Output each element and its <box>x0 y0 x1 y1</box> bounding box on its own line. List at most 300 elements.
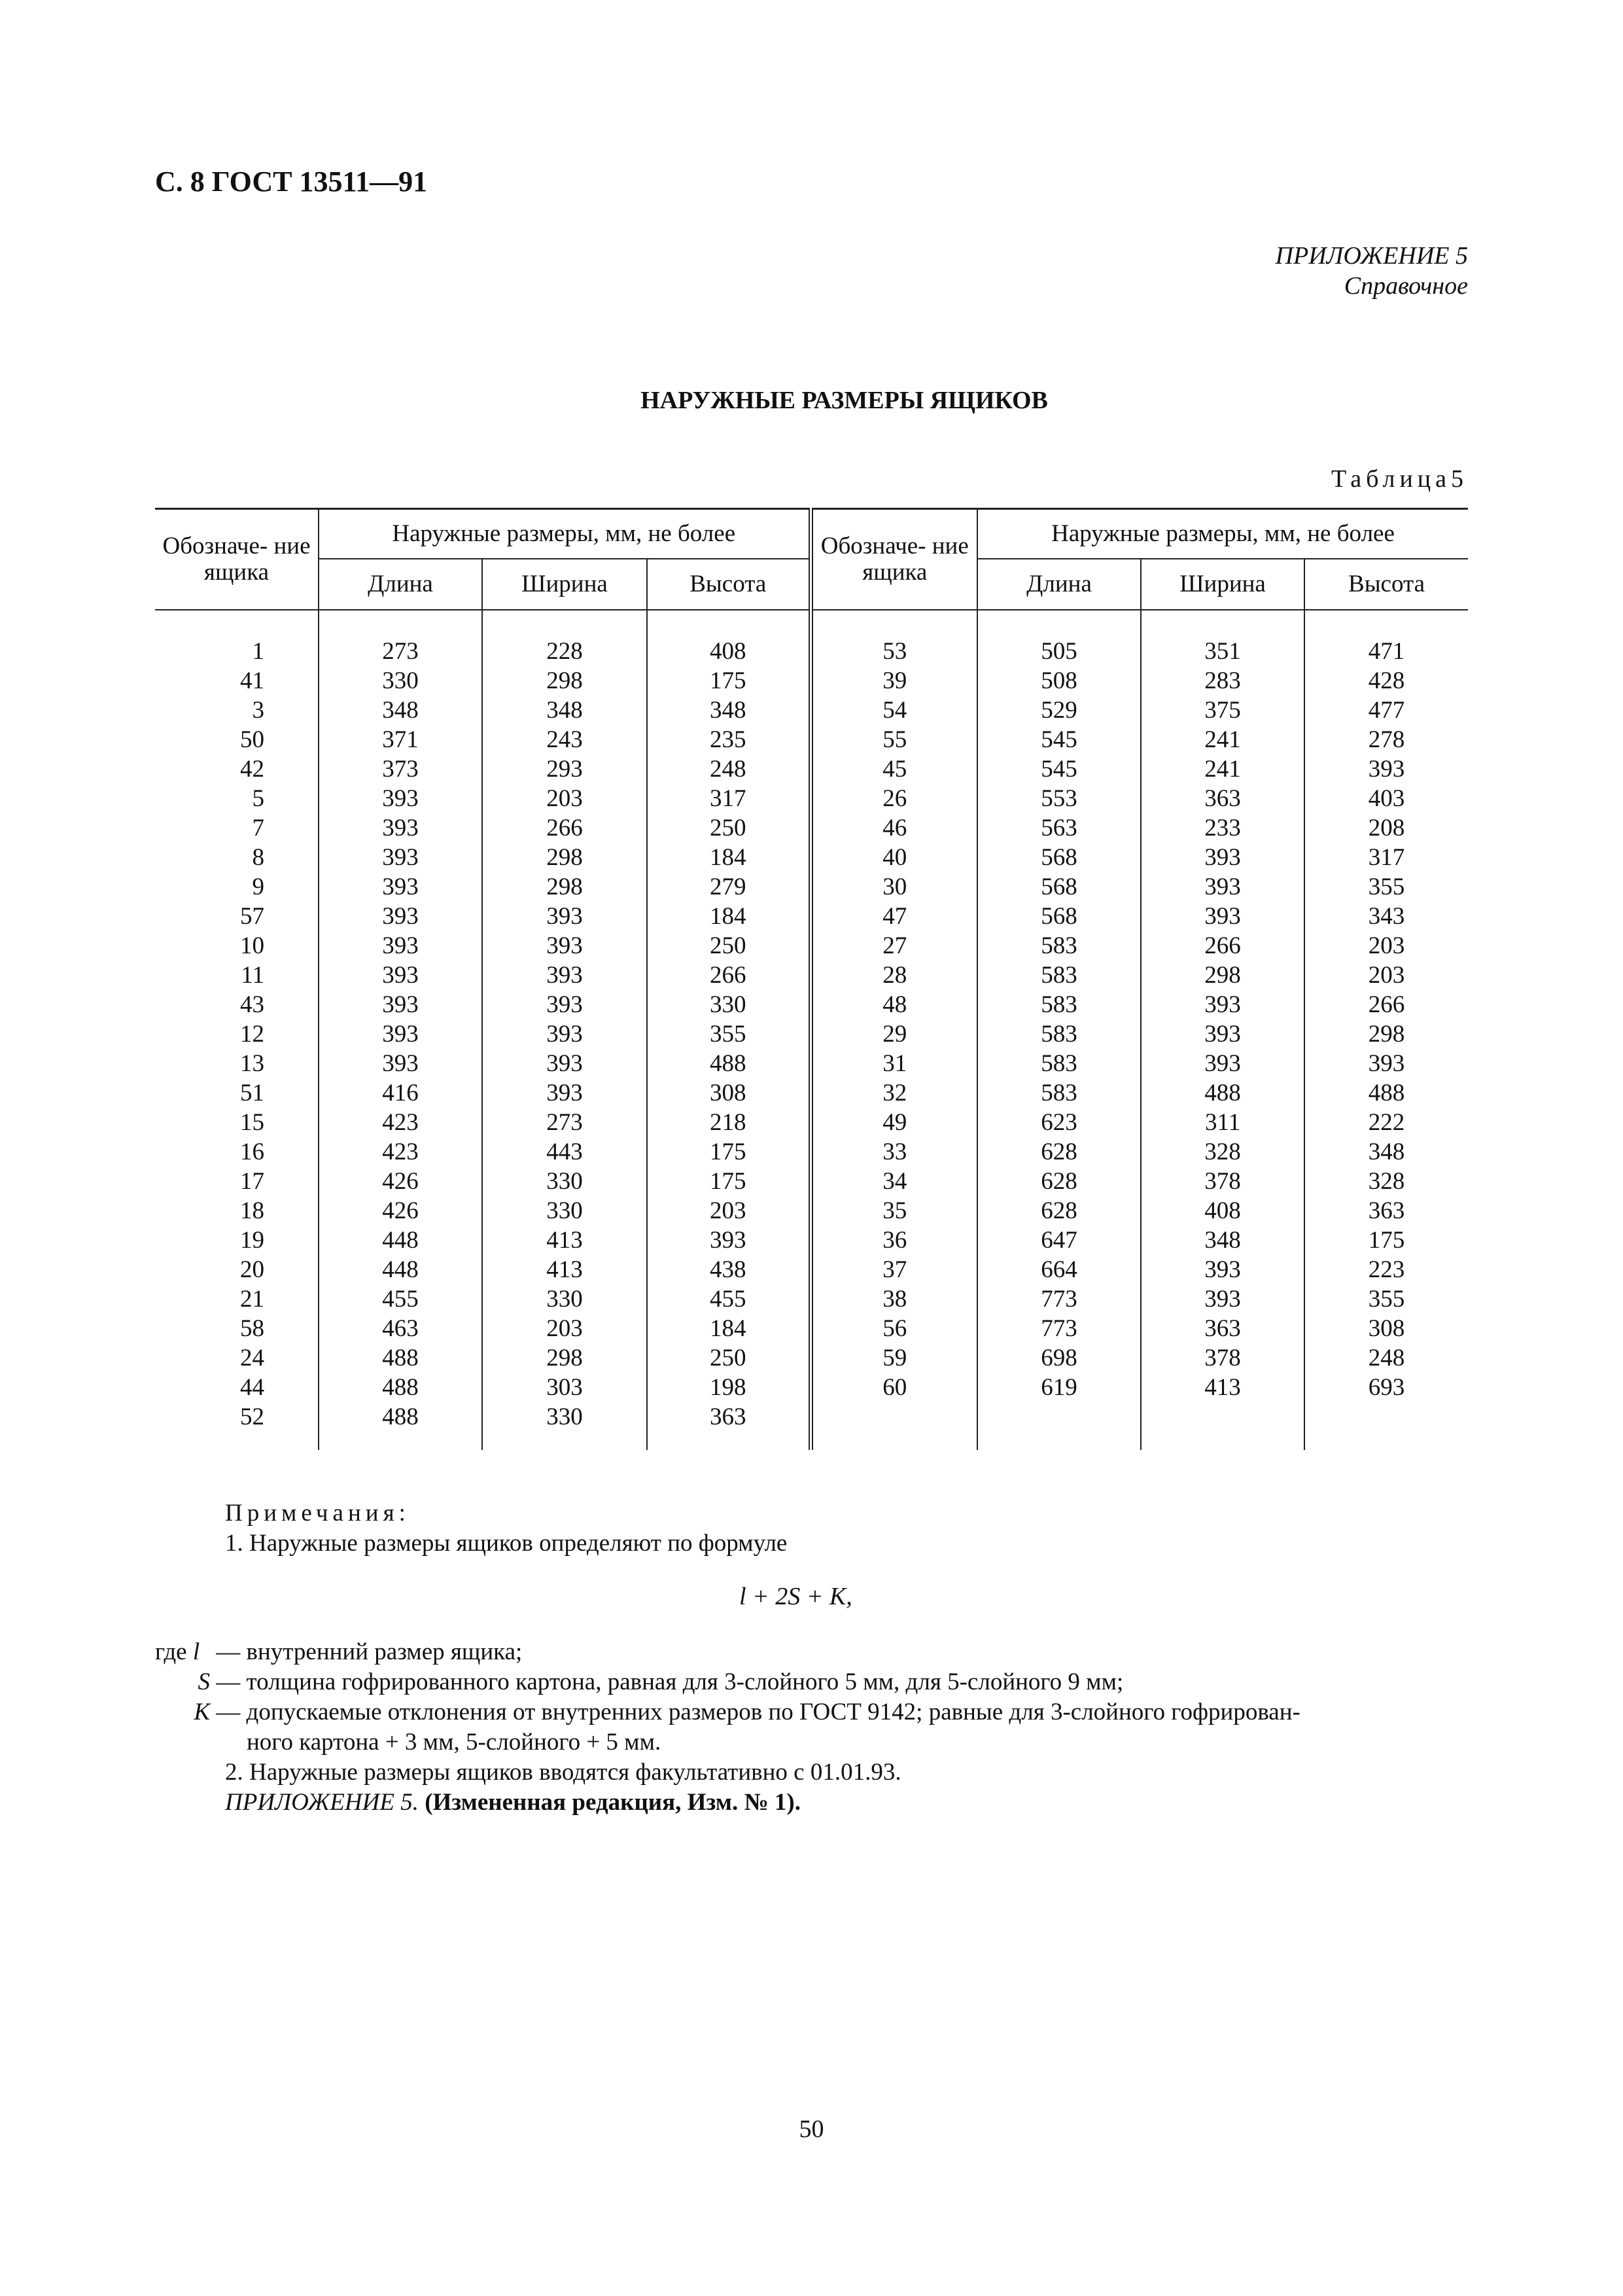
bottom-cell <box>155 1432 319 1450</box>
cell-right-designation: 34 <box>811 1167 977 1196</box>
cell-left-designation: 11 <box>241 962 264 989</box>
cell-left-height: 184 <box>647 902 811 931</box>
cell-right-designation: 30 <box>811 872 977 902</box>
cell-left-height: 330 <box>647 990 811 1019</box>
cell-left-width: 393 <box>482 1019 647 1049</box>
table-row <box>155 990 1468 1019</box>
table-row <box>155 754 1468 784</box>
cell-right-width: 393 <box>1141 872 1304 902</box>
spacer-cell <box>1141 610 1304 637</box>
cell-left-designation: 43 <box>240 991 264 1018</box>
cell-left-width: 413 <box>482 1226 647 1255</box>
cell-right-width: 413 <box>1141 1373 1304 1402</box>
cell-right-height: 208 <box>1304 813 1468 843</box>
cell-right-length: 628 <box>977 1137 1141 1167</box>
cell-right-designation: 59 <box>811 1343 977 1373</box>
cell-left-height: 184 <box>647 843 811 872</box>
def-k: — допускаемые отклонения от внутренних размеров по ГОСТ 9142; равные для 3-слойного гофрирован- <box>216 1699 1300 1725</box>
cell-right-designation: 38 <box>811 1284 977 1314</box>
table-row <box>155 1284 1468 1314</box>
cell-left-length: 393 <box>319 843 482 872</box>
cell-left-designation: 20 <box>240 1256 264 1283</box>
cell-right-designation: 33 <box>811 1137 977 1167</box>
cell-right-width: 241 <box>1141 725 1304 754</box>
bottom-cell <box>811 1432 977 1450</box>
cell-left-designation: 58 <box>240 1315 264 1342</box>
cell-right-height: 393 <box>1304 1049 1468 1078</box>
page-title: НАРУЖНЫЕ РАЗМЕРЫ ЯЩИКОВ <box>640 387 1048 414</box>
cell-left-width: 348 <box>482 696 647 725</box>
table-bottom-row <box>155 1432 1468 1450</box>
cell-left-length: 488 <box>319 1373 482 1402</box>
spacer-cell <box>155 610 319 637</box>
cell-left-designation: 8 <box>252 844 264 871</box>
cell-right-length: 545 <box>977 754 1141 784</box>
cell-left-height: 184 <box>647 1314 811 1343</box>
cell-right-height: 477 <box>1304 696 1468 725</box>
cell-left-length: 393 <box>319 1019 482 1049</box>
appendix-type: Справочное <box>1344 272 1468 300</box>
cell-right-designation: 60 <box>811 1373 977 1402</box>
cell-right-length: 583 <box>977 1049 1141 1078</box>
cell-right-width: 298 <box>1141 961 1304 990</box>
table-row <box>155 637 1468 666</box>
cell-left-width: 298 <box>482 1343 647 1373</box>
cell-left-length: 273 <box>319 637 482 666</box>
table-row <box>155 784 1468 813</box>
cell-left-length: 371 <box>319 725 482 754</box>
cell-right-length: 664 <box>977 1255 1141 1284</box>
cell-left-height: 348 <box>647 696 811 725</box>
page-number: 50 <box>799 2115 824 2143</box>
cell-right-length: 619 <box>977 1373 1141 1402</box>
cell-right-height: 393 <box>1304 754 1468 784</box>
cell-left-length: 448 <box>319 1226 482 1255</box>
cell-right-designation: 53 <box>811 637 977 666</box>
cell-left-height: 250 <box>647 931 811 961</box>
cell-left-height: 250 <box>647 813 811 843</box>
cell-left-width: 203 <box>482 1314 647 1343</box>
cell-right-height: 693 <box>1304 1373 1468 1402</box>
cell-left-designation: 13 <box>240 1050 264 1077</box>
cell-right-height: 203 <box>1304 931 1468 961</box>
cell-right-designation: 47 <box>811 902 977 931</box>
cell-right-length <box>977 1402 1141 1432</box>
definition-k-continued: ного картона + 3 мм, 5-слойного + 5 мм. <box>247 1729 661 1756</box>
cell-right-height: 355 <box>1304 1284 1468 1314</box>
spacer-cell <box>1304 610 1468 637</box>
cell-left-designation: 44 <box>240 1374 264 1401</box>
cell-right-length: 568 <box>977 843 1141 872</box>
cell-right-width <box>1141 1402 1304 1432</box>
cell-left-length: 393 <box>319 872 482 902</box>
cell-left-width: 393 <box>482 961 647 990</box>
header-length-left: Длина <box>319 559 482 610</box>
cell-left-height: 355 <box>647 1019 811 1049</box>
amendment-note <box>225 1788 801 1818</box>
cell-left-designation: 19 <box>240 1227 264 1254</box>
cell-right-height <box>1304 1402 1468 1432</box>
var-l: l <box>192 1638 200 1665</box>
cell-left-width: 393 <box>482 902 647 931</box>
cell-left-designation: 7 <box>252 815 264 841</box>
bottom-cell <box>1304 1432 1468 1450</box>
cell-left-height: 279 <box>647 872 811 902</box>
cell-left-height: 408 <box>647 637 811 666</box>
cell-right-width: 348 <box>1141 1226 1304 1255</box>
document-code: С. 8 ГОСТ 13511—91 <box>155 166 428 198</box>
cell-left-designation: 24 <box>240 1345 264 1371</box>
cell-left-designation: 18 <box>240 1197 264 1224</box>
cell-right-designation: 45 <box>811 754 977 784</box>
cell-left-designation: 50 <box>240 726 264 753</box>
table-row <box>155 1255 1468 1284</box>
appendix-label: ПРИЛОЖЕНИЕ 5 <box>1275 242 1468 270</box>
cell-right-width: 393 <box>1141 1019 1304 1049</box>
cell-left-width: 298 <box>482 872 647 902</box>
cell-right-height: 278 <box>1304 725 1468 754</box>
cell-right-width: 408 <box>1141 1196 1304 1226</box>
cell-left-length: 393 <box>319 961 482 990</box>
table-row <box>155 1226 1468 1255</box>
cell-right-length: 508 <box>977 666 1141 696</box>
cell-right-length: 529 <box>977 696 1141 725</box>
cell-right-designation <box>811 1402 977 1432</box>
cell-left-width: 413 <box>482 1255 647 1284</box>
cell-left-width: 266 <box>482 813 647 843</box>
cell-right-length: 773 <box>977 1284 1141 1314</box>
table-row <box>155 813 1468 843</box>
table-row <box>155 1373 1468 1402</box>
cell-right-length: 773 <box>977 1314 1141 1343</box>
cell-right-designation: 26 <box>811 784 977 813</box>
cell-right-designation: 46 <box>811 813 977 843</box>
cell-left-height: 317 <box>647 784 811 813</box>
definition-k <box>155 1697 1300 1727</box>
table-row <box>155 666 1468 696</box>
cell-right-designation: 31 <box>811 1049 977 1078</box>
cell-left-length: 330 <box>319 666 482 696</box>
var-s: S <box>198 1669 210 1695</box>
cell-left-length: 393 <box>319 902 482 931</box>
header-group-left: Наружные размеры, мм, не более <box>319 509 811 559</box>
cell-left-length: 393 <box>319 813 482 843</box>
cell-left-width: 393 <box>482 990 647 1019</box>
cell-right-width: 233 <box>1141 813 1304 843</box>
amendment-ref: ПРИЛОЖЕНИЕ 5. <box>225 1789 419 1816</box>
cell-right-length: 698 <box>977 1343 1141 1373</box>
cell-left-height: 266 <box>647 961 811 990</box>
cell-left-designation: 12 <box>240 1021 264 1048</box>
spacer-cell <box>482 610 647 637</box>
cell-right-height: 308 <box>1304 1314 1468 1343</box>
table-row <box>155 696 1468 725</box>
cell-right-designation: 54 <box>811 696 977 725</box>
cell-left-designation: 41 <box>240 667 264 694</box>
cell-right-height: 471 <box>1304 637 1468 666</box>
table-row <box>155 1108 1468 1137</box>
cell-left-length: 426 <box>319 1196 482 1226</box>
cell-right-width: 393 <box>1141 1255 1304 1284</box>
cell-left-designation: 1 <box>252 638 264 665</box>
spacer-cell <box>811 610 977 637</box>
cell-left-height: 235 <box>647 725 811 754</box>
header-width-left: Ширина <box>482 559 647 610</box>
cell-left-width: 298 <box>482 666 647 696</box>
spacer-cell <box>319 610 482 637</box>
bottom-cell <box>977 1432 1141 1450</box>
cell-right-designation: 28 <box>811 961 977 990</box>
cell-right-width: 363 <box>1141 784 1304 813</box>
cell-right-designation: 29 <box>811 1019 977 1049</box>
cell-right-width: 393 <box>1141 902 1304 931</box>
cell-left-height: 175 <box>647 1167 811 1196</box>
cell-right-designation: 35 <box>811 1196 977 1226</box>
cell-right-designation: 40 <box>811 843 977 872</box>
cell-left-width: 243 <box>482 725 647 754</box>
cell-left-height: 308 <box>647 1078 811 1108</box>
cell-right-length: 563 <box>977 813 1141 843</box>
cell-right-width: 378 <box>1141 1167 1304 1196</box>
cell-right-height: 328 <box>1304 1167 1468 1196</box>
cell-right-length: 583 <box>977 931 1141 961</box>
spacer-cell <box>647 610 811 637</box>
cell-right-designation: 48 <box>811 990 977 1019</box>
cell-left-designation: 42 <box>240 756 264 783</box>
cell-left-designation: 3 <box>252 697 264 724</box>
cell-right-length: 583 <box>977 1078 1141 1108</box>
cell-left-length: 488 <box>319 1343 482 1373</box>
table-row <box>155 872 1468 902</box>
cell-right-designation: 36 <box>811 1226 977 1255</box>
cell-right-height: 488 <box>1304 1078 1468 1108</box>
cell-right-width: 375 <box>1141 696 1304 725</box>
cell-right-width: 283 <box>1141 666 1304 696</box>
header-height-right: Высота <box>1304 559 1468 610</box>
cell-left-width: 293 <box>482 754 647 784</box>
table-row <box>155 961 1468 990</box>
table-row <box>155 1196 1468 1226</box>
cell-left-length: 463 <box>319 1314 482 1343</box>
cell-right-height: 428 <box>1304 666 1468 696</box>
table-row <box>155 1019 1468 1049</box>
cell-left-length: 455 <box>319 1284 482 1314</box>
cell-left-width: 330 <box>482 1196 647 1226</box>
cell-left-designation: 10 <box>240 932 264 959</box>
cell-right-width: 393 <box>1141 1284 1304 1314</box>
cell-left-width: 273 <box>482 1108 647 1137</box>
appendix-block <box>1230 241 1468 301</box>
cell-right-width: 488 <box>1141 1078 1304 1108</box>
cell-right-designation: 49 <box>811 1108 977 1137</box>
cell-right-width: 328 <box>1141 1137 1304 1167</box>
formula-text: l + 2S + K, <box>739 1583 852 1610</box>
cell-right-length: 583 <box>977 961 1141 990</box>
def-l: — внутренний размер ящика; <box>216 1638 523 1665</box>
table-row <box>155 1078 1468 1108</box>
cell-left-width: 203 <box>482 784 647 813</box>
table-spacer-row <box>155 610 1468 637</box>
cell-right-width: 351 <box>1141 637 1304 666</box>
cell-left-width: 330 <box>482 1284 647 1314</box>
cell-left-height: 488 <box>647 1049 811 1078</box>
cell-right-height: 298 <box>1304 1019 1468 1049</box>
table-row <box>155 1343 1468 1373</box>
cell-left-length: 488 <box>319 1402 482 1432</box>
cell-right-length: 647 <box>977 1226 1141 1255</box>
cell-left-designation: 17 <box>240 1168 264 1195</box>
cell-right-height: 203 <box>1304 961 1468 990</box>
table-row <box>155 725 1468 754</box>
header-width-right: Ширина <box>1141 559 1304 610</box>
cell-left-designation: 5 <box>252 785 264 812</box>
cell-right-length: 583 <box>977 990 1141 1019</box>
cell-left-length: 448 <box>319 1255 482 1284</box>
bottom-cell <box>482 1432 647 1450</box>
header-height-left: Высота <box>647 559 811 610</box>
header-length-right: Длина <box>977 559 1141 610</box>
table-body <box>155 610 1468 1450</box>
header-designation-right: Обозначе- ние ящика <box>811 509 977 610</box>
cell-right-length: 568 <box>977 872 1141 902</box>
cell-right-length: 628 <box>977 1167 1141 1196</box>
cell-left-length: 348 <box>319 696 482 725</box>
table-row <box>155 843 1468 872</box>
table-row <box>155 1402 1468 1432</box>
cell-right-width: 266 <box>1141 931 1304 961</box>
cell-left-width: 393 <box>482 1049 647 1078</box>
cell-right-height: 223 <box>1304 1255 1468 1284</box>
cell-right-width: 393 <box>1141 843 1304 872</box>
cell-right-length: 545 <box>977 725 1141 754</box>
cell-left-length: 393 <box>319 990 482 1019</box>
cell-right-length: 553 <box>977 784 1141 813</box>
cell-left-height: 438 <box>647 1255 811 1284</box>
cell-right-width: 393 <box>1141 1049 1304 1078</box>
cell-right-width: 241 <box>1141 754 1304 784</box>
cell-left-height: 250 <box>647 1343 811 1373</box>
cell-right-height: 222 <box>1304 1108 1468 1137</box>
formula <box>739 1582 852 1611</box>
cell-left-height: 393 <box>647 1226 811 1255</box>
cell-right-length: 568 <box>977 902 1141 931</box>
dimensions-table <box>155 508 1468 1450</box>
cell-left-designation: 9 <box>252 874 264 900</box>
notes-title: Примечания: <box>225 1500 410 1527</box>
cell-left-designation: 16 <box>240 1139 264 1165</box>
cell-left-width: 330 <box>482 1402 647 1432</box>
cell-right-length: 628 <box>977 1196 1141 1226</box>
definition-s <box>155 1667 1123 1697</box>
cell-right-width: 363 <box>1141 1314 1304 1343</box>
table-row <box>155 902 1468 931</box>
definition-l <box>155 1637 522 1667</box>
cell-left-length: 426 <box>319 1167 482 1196</box>
cell-right-width: 378 <box>1141 1343 1304 1373</box>
cell-right-height: 266 <box>1304 990 1468 1019</box>
bottom-cell <box>1141 1432 1304 1450</box>
table-row <box>155 931 1468 961</box>
note-1: 1. Наружные размеры ящиков определяют по формуле <box>225 1530 788 1557</box>
cell-left-length: 393 <box>319 931 482 961</box>
table-row <box>155 1167 1468 1196</box>
cell-left-length: 373 <box>319 754 482 784</box>
note-2: 2. Наружные размеры ящиков вводятся факультативно с 01.01.93. <box>225 1759 901 1786</box>
cell-left-height: 175 <box>647 666 811 696</box>
cell-right-designation: 39 <box>811 666 977 696</box>
cell-left-length: 423 <box>319 1137 482 1167</box>
cell-left-designation: 57 <box>240 903 264 930</box>
cell-left-width: 303 <box>482 1373 647 1402</box>
cell-right-height: 348 <box>1304 1137 1468 1167</box>
cell-right-designation: 32 <box>811 1078 977 1108</box>
cell-right-designation: 56 <box>811 1314 977 1343</box>
cell-left-length: 423 <box>319 1108 482 1137</box>
cell-right-width: 311 <box>1141 1108 1304 1137</box>
cell-right-height: 403 <box>1304 784 1468 813</box>
cell-right-designation: 37 <box>811 1255 977 1284</box>
amendment-text: (Измененная редакция, Изм. № 1). <box>425 1789 801 1816</box>
cell-right-designation: 27 <box>811 931 977 961</box>
cell-right-designation: 55 <box>811 725 977 754</box>
cell-left-height: 198 <box>647 1373 811 1402</box>
cell-right-height: 248 <box>1304 1343 1468 1373</box>
cell-left-width: 330 <box>482 1167 647 1196</box>
cell-right-width: 393 <box>1141 990 1304 1019</box>
cell-left-height: 455 <box>647 1284 811 1314</box>
cell-left-length: 416 <box>319 1078 482 1108</box>
cell-right-height: 343 <box>1304 902 1468 931</box>
bottom-cell <box>319 1432 482 1450</box>
cell-left-height: 363 <box>647 1402 811 1432</box>
cell-left-designation: 52 <box>240 1404 264 1430</box>
cell-right-height: 355 <box>1304 872 1468 902</box>
cell-left-designation: 15 <box>240 1109 264 1136</box>
cell-right-height: 317 <box>1304 843 1468 872</box>
table-row <box>155 1049 1468 1078</box>
cell-left-width: 393 <box>482 1078 647 1108</box>
table-row <box>155 1137 1468 1167</box>
var-k: K <box>194 1699 210 1725</box>
header-group-right: Наружные размеры, мм, не более <box>977 509 1468 559</box>
cell-left-height: 218 <box>647 1108 811 1137</box>
def-s: — толщина гофрированного картона, равная для 3-слойного 5 мм, для 5-слойного 9 мм; <box>216 1669 1124 1695</box>
spacer-cell <box>977 610 1141 637</box>
cell-right-height: 363 <box>1304 1196 1468 1226</box>
cell-left-height: 248 <box>647 754 811 784</box>
cell-left-designation: 21 <box>240 1286 264 1313</box>
table-label: Таблица5 <box>1331 465 1468 493</box>
cell-right-length: 583 <box>977 1019 1141 1049</box>
where-text: где <box>155 1638 187 1665</box>
where-word <box>155 1637 210 1667</box>
cell-left-length: 393 <box>319 1049 482 1078</box>
cell-right-length: 505 <box>977 637 1141 666</box>
cell-right-length: 623 <box>977 1108 1141 1137</box>
cell-left-designation: 51 <box>240 1080 264 1106</box>
bottom-cell <box>647 1432 811 1450</box>
cell-left-height: 203 <box>647 1196 811 1226</box>
cell-left-height: 175 <box>647 1137 811 1167</box>
cell-left-width: 393 <box>482 931 647 961</box>
cell-right-height: 175 <box>1304 1226 1468 1255</box>
cell-left-width: 298 <box>482 843 647 872</box>
cell-left-width: 228 <box>482 637 647 666</box>
cell-left-width: 443 <box>482 1137 647 1167</box>
header-designation-left: Обозначе- ние ящика <box>155 509 319 610</box>
table-row <box>155 1314 1468 1343</box>
cell-left-length: 393 <box>319 784 482 813</box>
